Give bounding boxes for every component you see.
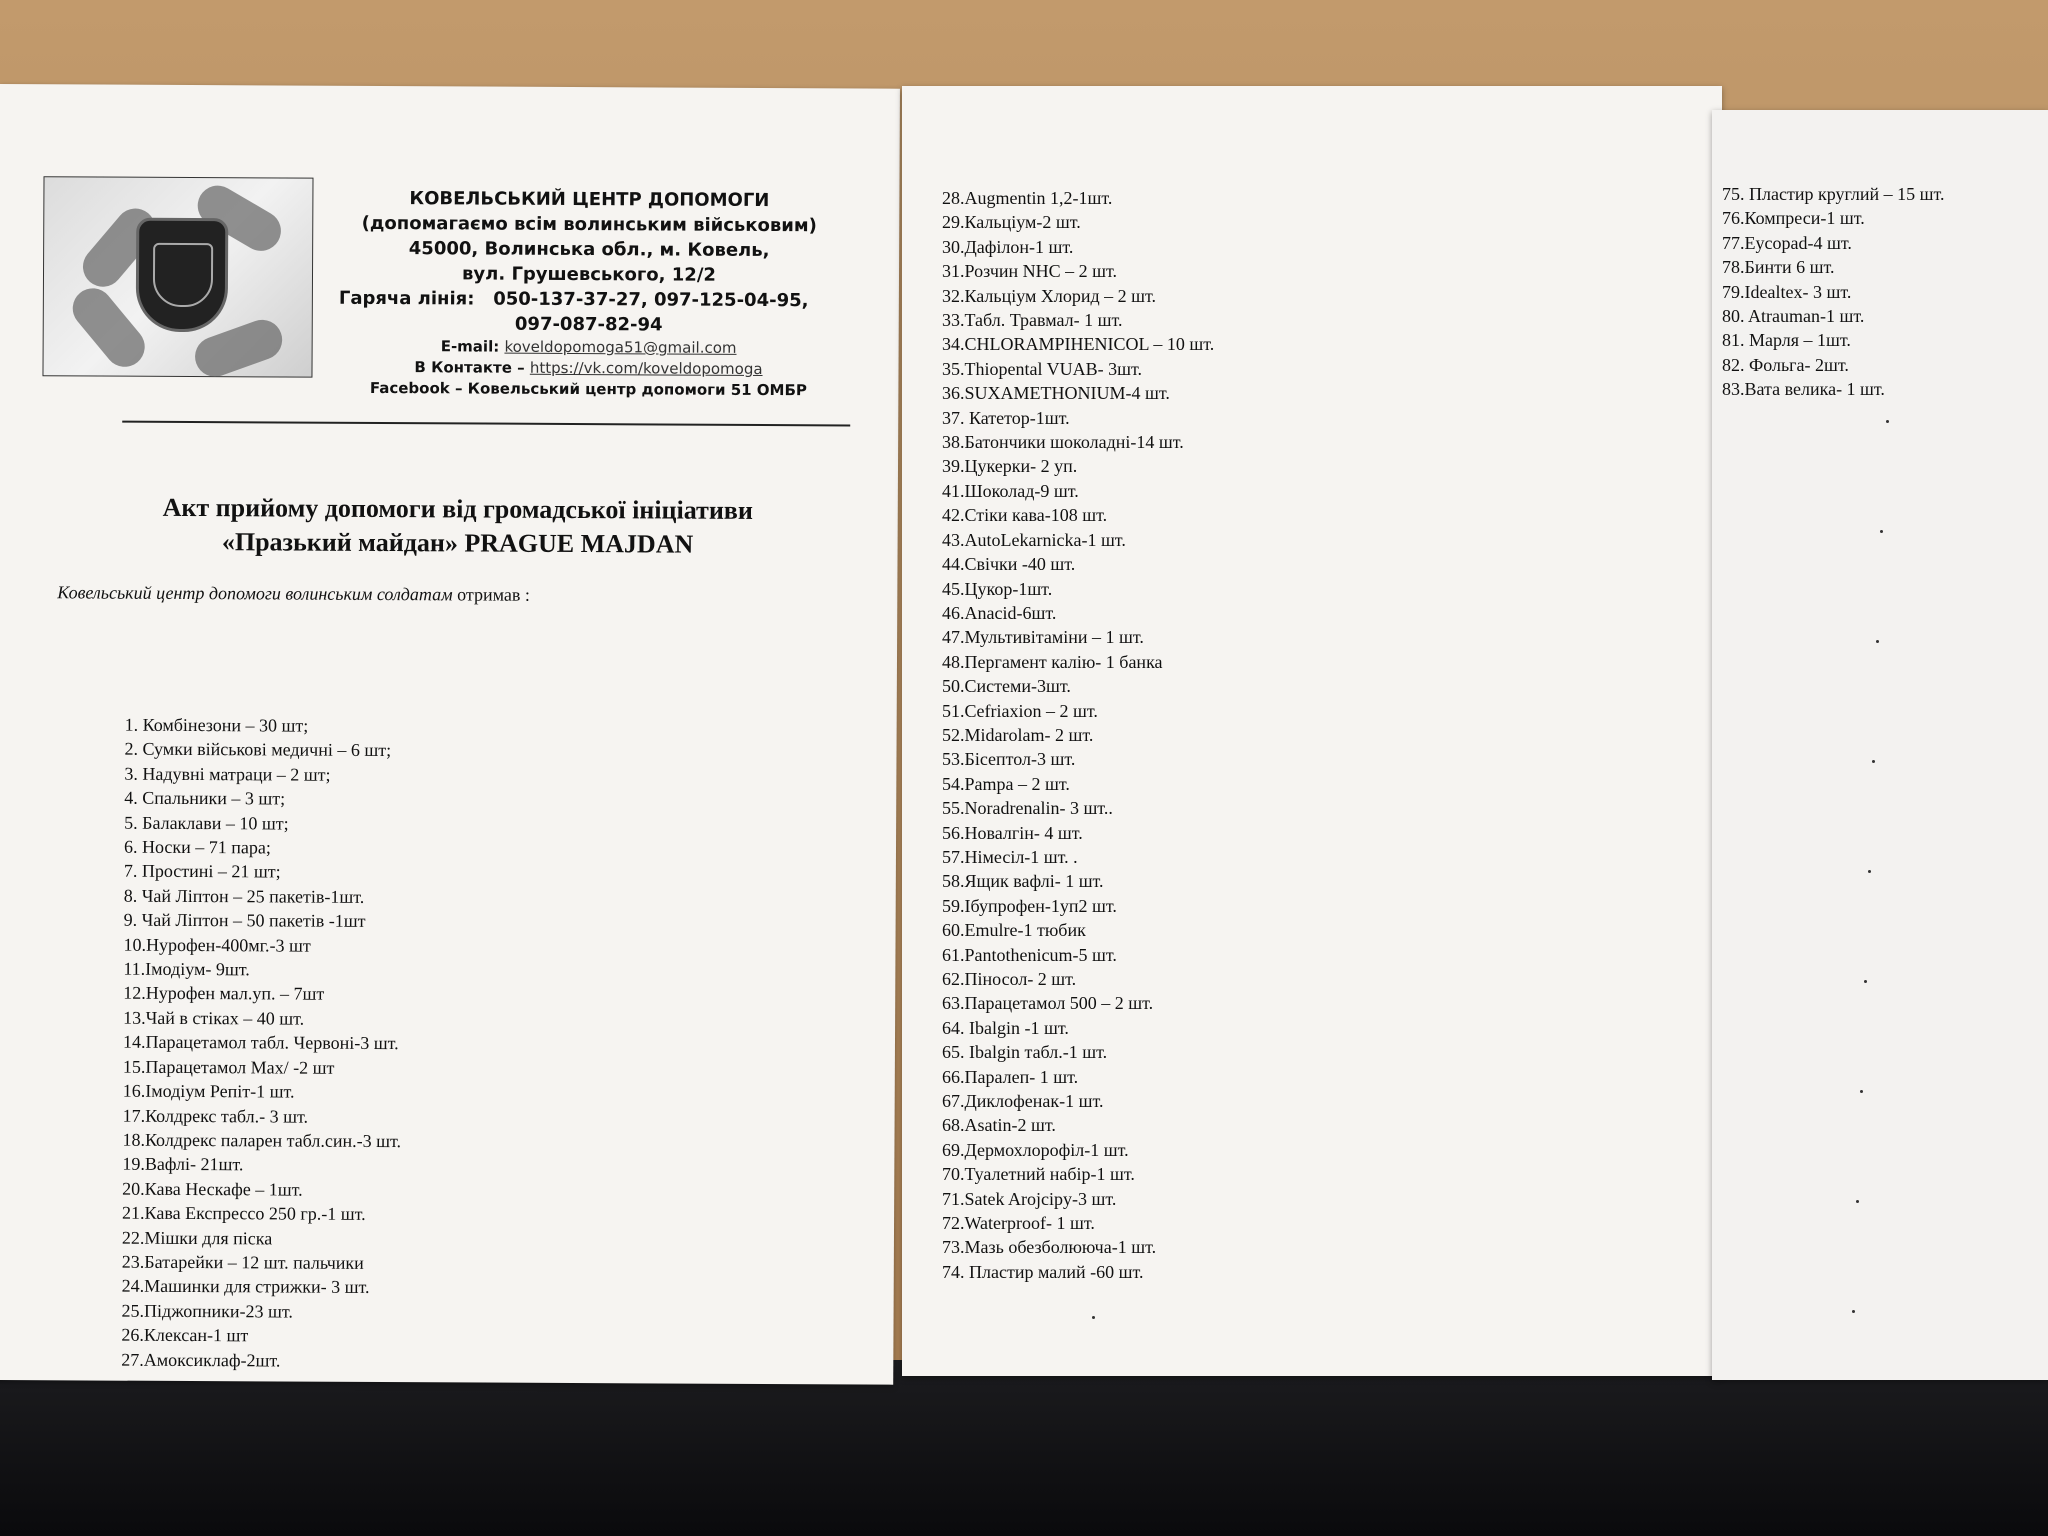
- list-item: 23.Батарейки – 12 шт. пальчики: [121, 1251, 364, 1273]
- list-item: 19.Вафлі- 21шт.: [122, 1153, 244, 1175]
- list-item: 64. Ibalgin -1 шт.: [942, 1017, 1069, 1038]
- speck: [1880, 530, 1883, 533]
- list-item: 68.Asatin-2 шт.: [942, 1115, 1056, 1136]
- speck: [1886, 420, 1889, 423]
- list-item: 60.Emulre-1 тюбик: [942, 920, 1086, 941]
- list-item: 54.Pampa – 2 шт.: [942, 773, 1070, 794]
- list-item: 38.Батончики шоколадні-14 шт.: [942, 432, 1184, 453]
- list-item: 35.Thiopental VUAB- 3шт.: [942, 358, 1143, 379]
- list-item: 29.Кальціум-2 шт.: [942, 212, 1081, 233]
- document-title: [58, 490, 858, 562]
- list-item: 11.Імодіум- 9шт.: [123, 958, 250, 980]
- org-name: КОВЕЛЬСЬКИЙ ЦЕНТР ДОПОМОГИ: [409, 188, 770, 212]
- email-row: [319, 336, 859, 360]
- header-divider: [122, 421, 850, 427]
- list-item: 22.Мішки для піска: [121, 1227, 273, 1248]
- document-page-1: [0, 84, 900, 1385]
- list-item: 47.Мультивітаміни – 1 шт.: [942, 627, 1144, 648]
- list-item: 76.Компреси-1 шт.: [1722, 208, 1865, 229]
- list-item: 3. Надувні матраци – 2 шт;: [124, 763, 331, 785]
- list-item: 56.Новалгін- 4 шт.: [942, 822, 1083, 843]
- speck: [1872, 760, 1875, 763]
- list-item: 52.Midarolam- 2 шт.: [942, 724, 1094, 745]
- list-item: 55.Noradrenalin- 3 шт..: [942, 798, 1113, 819]
- list-item: 5. Балаклави – 10 шт;: [124, 812, 289, 834]
- document-page-3: [1712, 110, 2048, 1380]
- list-item: 24.Машинки для стрижки- 3 шт.: [121, 1275, 370, 1298]
- list-item: 78.Бинти 6 шт.: [1722, 257, 1835, 278]
- items-list-page-2: [942, 186, 1214, 1284]
- speck: [1092, 1316, 1095, 1319]
- list-item: 58.Ящик вафлі- 1 шт.: [942, 871, 1104, 892]
- list-item: 53.Бісептол-3 шт.: [942, 749, 1076, 770]
- facebook-row: Facebook – Ковельський центр допомоги 51 ОМБР: [369, 378, 807, 400]
- list-item: 25.Піджопники-23 шт.: [121, 1300, 293, 1322]
- vk-link[interactable]: https://vk.com/koveldopomoga: [529, 358, 763, 378]
- list-item: 73.Мазь обезболююча-1 шт.: [942, 1237, 1157, 1258]
- org-tagline: (допомагаємо всім волинським військовим): [361, 212, 817, 237]
- list-item: 80. Atrauman-1 шт.: [1722, 306, 1865, 327]
- list-item: 79.Idealtex- 3 шт.: [1722, 281, 1852, 302]
- list-item: 45.Цукор-1шт.: [942, 578, 1053, 599]
- list-item: 57.Німесіл-1 шт. .: [942, 846, 1078, 867]
- list-item: 42.Стіки кава-108 шт.: [942, 505, 1108, 526]
- list-item: 32.Кальціум Хлорид – 2 шт.: [942, 285, 1157, 306]
- hotline-numbers: 050-137-37-27, 097-125-04-95,: [493, 288, 809, 312]
- organization-header: [318, 186, 859, 402]
- list-item: 37. Катетор-1шт.: [942, 407, 1070, 428]
- list-item: 8. Чай Ліптон – 25 пакетів-1шт.: [123, 885, 365, 907]
- list-item: 41.Шоколад-9 шт.: [942, 480, 1079, 501]
- list-item: 28.Augmentin 1,2-1шт.: [942, 188, 1113, 208]
- list-item: 82. Фольга- 2шт.: [1722, 354, 1849, 375]
- list-item: 10.Нурофен-400мг.-3 шт: [123, 934, 311, 956]
- list-item: 77.Eycopad-4 шт.: [1722, 232, 1852, 253]
- list-item: 34.CHLORAMPIHENICOL – 10 шт.: [942, 334, 1215, 355]
- document-page-2: [902, 86, 1722, 1376]
- speck: [1852, 1310, 1855, 1313]
- list-item: 27.Амоксиклаф-2шт.: [121, 1349, 281, 1371]
- items-list-page-3: [1722, 182, 1945, 402]
- brigade-emblem-icon: [136, 218, 229, 332]
- list-item: 71.Satek Arojcipy-3 шт.: [942, 1188, 1117, 1209]
- list-item: 61.Pantothenicum-5 шт.: [942, 944, 1117, 965]
- list-item: 6. Носки – 71 пара;: [123, 836, 271, 858]
- list-item: 39.Цукерки- 2 уп.: [942, 456, 1078, 477]
- list-item: 74. Пластир малий -60 шт.: [942, 1261, 1144, 1282]
- speck: [1856, 1200, 1859, 1203]
- list-item: 1. Комбінезони – 30 шт;: [124, 714, 309, 736]
- list-item: 69.Дермохлорофіл-1 шт.: [942, 1139, 1129, 1160]
- speck: [1868, 870, 1871, 873]
- list-item: 21.Кава Експрессо 250 гр.-1 шт.: [122, 1202, 366, 1225]
- list-item: 33.Табл. Травмал- 1 шт.: [942, 310, 1123, 331]
- intro-recipient: Ковельський центр допомоги волинським солдатам: [57, 582, 453, 605]
- list-item: 36.SUXAMETHONIUM-4 шт.: [942, 383, 1170, 404]
- list-item: 44.Свічки -40 шт.: [942, 554, 1076, 575]
- speck: [1876, 640, 1879, 643]
- list-item: 50.Системи-3шт.: [942, 676, 1071, 697]
- list-item: 16.Імодіум Репіт-1 шт.: [122, 1080, 295, 1102]
- list-item: 20.Кава Нескафе – 1шт.: [122, 1178, 303, 1200]
- title-line-1: Акт прийому допомоги від громадської ініціативи: [162, 492, 753, 525]
- list-item: 17.Колдрекс табл.- 3 шт.: [122, 1105, 309, 1127]
- list-item: 4. Спальники – 3 шт;: [124, 787, 286, 809]
- dark-floor: [0, 1360, 2048, 1536]
- list-item: 9. Чай Ліптон – 50 пакетів -1шт: [123, 909, 366, 932]
- address-line-2: вул. Грушевського, 12/2: [462, 263, 717, 286]
- address-line-1: 45000, Волинська обл., м. Ковель,: [408, 238, 770, 262]
- list-item: 48.Пергамент калію- 1 банка: [942, 651, 1163, 672]
- list-item: 62.Піносол- 2 шт.: [942, 969, 1077, 989]
- list-item: 70.Туалетний набір-1 шт.: [942, 1164, 1135, 1185]
- list-item: 81. Марля – 1шт.: [1722, 330, 1851, 351]
- list-item: 18.Колдрекс паларен табл.син.-3 шт.: [122, 1129, 402, 1152]
- hotline-row: [319, 286, 859, 314]
- list-item: 7. Простині – 21 шт;: [123, 861, 281, 882]
- speck: [1860, 1090, 1863, 1093]
- list-item: 43.AutoLekarnicka-1 шт.: [942, 529, 1126, 550]
- vk-row: [318, 357, 858, 381]
- list-item: 65. Ibalgin табл.-1 шт.: [942, 1042, 1108, 1063]
- email-label: E-mail:: [440, 337, 500, 356]
- intro-received: отримав :: [452, 584, 530, 605]
- items-list-page-1: [121, 713, 403, 1373]
- speck: [1864, 980, 1867, 983]
- email-link[interactable]: koveldopomoga51@gmail.com: [504, 337, 737, 357]
- list-item: 12.Нурофен мал.уп. – 7шт: [123, 983, 325, 1005]
- vk-label: В Контакте –: [414, 358, 525, 377]
- list-item: 67.Диклофенак-1 шт.: [942, 1091, 1104, 1112]
- list-item: 83.Вата велика- 1 шт.: [1722, 379, 1885, 400]
- list-item: 2. Сумки військові медичні – 6 шт;: [124, 739, 392, 761]
- list-item: 59.Ібупрофен-1уп2 шт.: [942, 895, 1117, 916]
- list-item: 63.Парацетамол 500 – 2 шт.: [942, 993, 1154, 1014]
- logo-image: [42, 176, 313, 377]
- hotline-label: Гаряча лінія:: [338, 287, 475, 310]
- list-item: 13.Чай в стіках – 40 шт.: [123, 1007, 305, 1029]
- list-item: 14.Парацетамол табл. Червоні-3 шт.: [122, 1031, 399, 1054]
- list-item: 51.Cefriaxion – 2 шт.: [942, 700, 1098, 721]
- title-line-2: «Празький майдан» PRAGUE MAJDAN: [221, 527, 694, 559]
- list-item: 46.Anacid-6шт.: [942, 602, 1057, 623]
- intro-text: [57, 582, 530, 605]
- list-item: 15.Парацетамол Max/ -2 шт: [122, 1056, 335, 1078]
- list-item: 30.Дафілон-1 шт.: [942, 236, 1074, 257]
- list-item: 75. Пластир круглий – 15 шт.: [1722, 184, 1945, 204]
- list-item: 72.Waterproof- 1 шт.: [942, 1213, 1095, 1234]
- list-item: 26.Клексан-1 шт: [121, 1324, 249, 1346]
- list-item: 66.Паралеп- 1 шт.: [942, 1066, 1079, 1087]
- hotline-numbers-2: 097-087-82-94: [514, 313, 663, 336]
- list-item: 31.Розчин NHC – 2 шт.: [942, 261, 1118, 282]
